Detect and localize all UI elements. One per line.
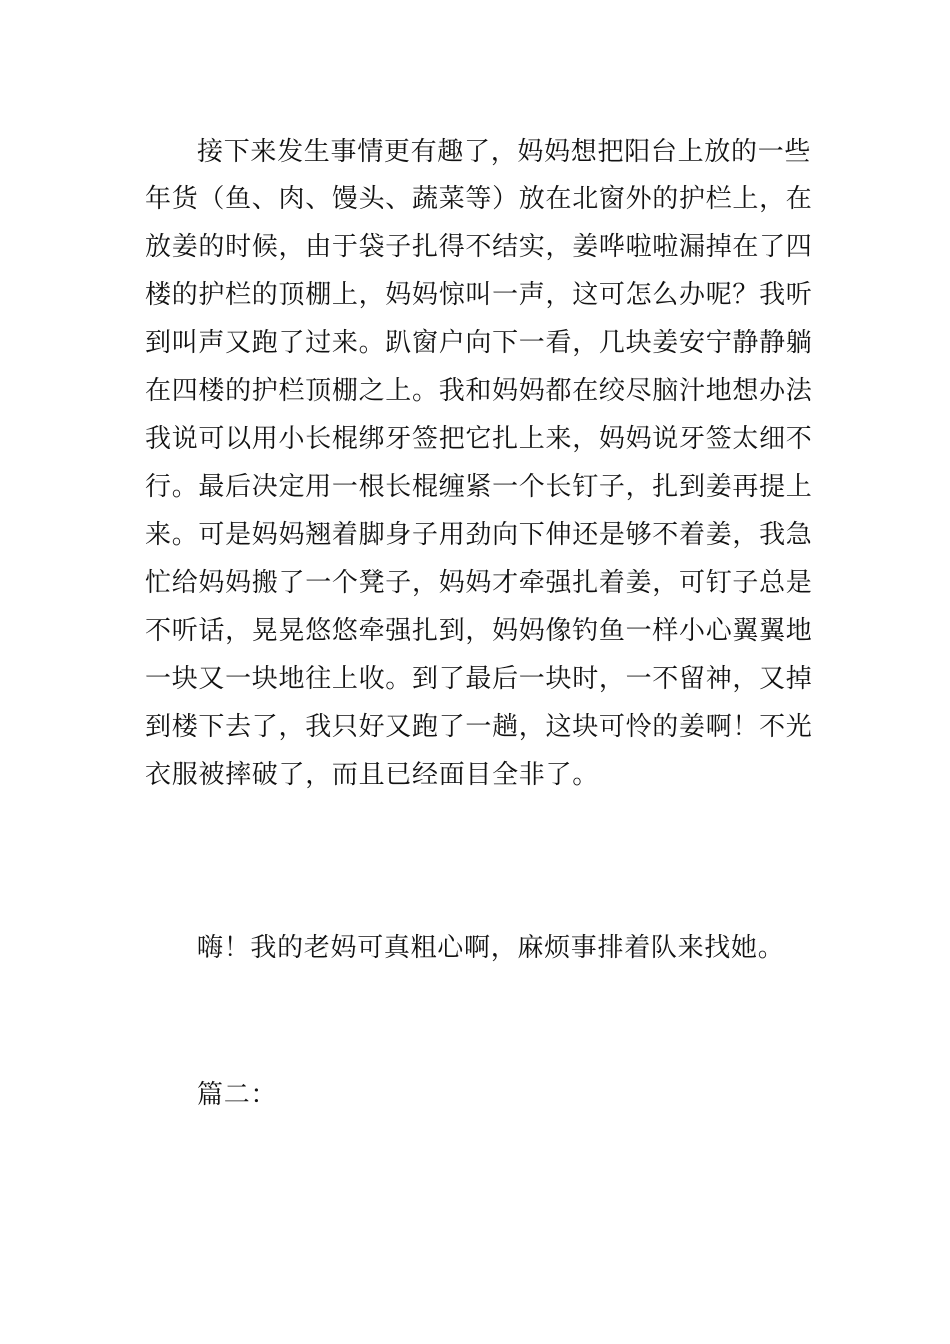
paragraph-1-line-7: 我说可以用小长棍绑牙签把它扎上来，妈妈说牙签太细不: [145, 424, 813, 454]
paragraph-1-line-12: 一块又一块地往上收。到了最后一块时，一不留神，又掉: [145, 664, 813, 694]
paragraph-1-line-8: 行。最后决定用一根长棍缠紧一个长钉子，扎到姜再提上: [145, 472, 813, 502]
paragraph-1-line-6: 在四楼的护栏顶棚之上。我和妈妈都在绞尽脑汁地想办法: [145, 376, 813, 406]
paragraph-1-line-13: 到楼下去了，我只好又跑了一趟，这块可怜的姜啊！不光: [145, 712, 813, 742]
paragraph-1-line-10: 忙给妈妈搬了一个凳子，妈妈才牵强扎着姜，可钉子总是: [145, 568, 813, 598]
paragraph-1-line-11: 不听话，晃晃悠悠牵强扎到，妈妈像钓鱼一样小心翼翼地: [145, 616, 813, 646]
paragraph-1-line-5: 到叫声又跑了过来。趴窗户向下一看，几块姜安宁静静躺: [145, 328, 813, 358]
paragraph-1-line-4: 楼的护栏的顶棚上，妈妈惊叫一声，这可怎么办呢？我听: [145, 280, 813, 310]
paragraph-1-line-14: 衣服被摔破了，而且已经面目全非了。: [145, 760, 599, 790]
paragraph-1-line-2: 年货（鱼、肉、馒头、蔬菜等）放在北窗外的护栏上，在: [145, 184, 813, 214]
paragraph-2: 嗨！我的老妈可真粗心啊，麻烦事排着队来找她。: [197, 933, 785, 963]
paragraph-1-line-3: 放姜的时候，由于袋子扎得不结实，姜哗啦啦漏掉在了四: [145, 232, 813, 262]
paragraph-1-line-1: 接下来发生事情更有趣了，妈妈想把阳台上放的一些: [197, 137, 812, 167]
section-heading: 篇二：: [197, 1080, 278, 1110]
paragraph-1-line-9: 来。可是妈妈翘着脚身子用劲向下伸还是够不着姜，我急: [145, 520, 813, 550]
